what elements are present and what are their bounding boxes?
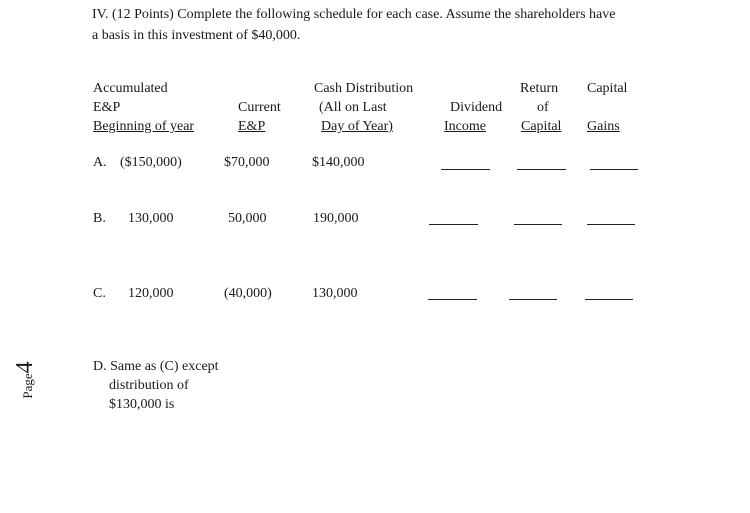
row-cash: 190,000 — [313, 211, 359, 226]
row-acc-ep: 130,000 — [128, 211, 174, 226]
header-current-ep-line-1: Current — [238, 100, 281, 115]
row-current-ep: 50,000 — [228, 211, 267, 226]
header-acc-ep-line-2: E&P — [93, 100, 121, 115]
header-capital-gains-line-2: Gains — [587, 119, 620, 134]
row-acc-ep: 120,000 — [128, 286, 174, 301]
return-answer-blank — [517, 169, 566, 170]
header-cash-line-2: (All on Last — [319, 100, 387, 115]
header-return-line-3: Capital — [521, 119, 562, 134]
row-current-ep: $70,000 — [224, 155, 270, 170]
row-label: B. — [93, 211, 106, 226]
row-label: C. — [93, 286, 106, 301]
header-acc-ep-line-1: Accumulated — [93, 81, 168, 96]
header-return-line-2: of — [537, 100, 549, 115]
gains-answer-blank — [587, 224, 635, 225]
question-line-2: a basis in this investment of $40,000. — [92, 28, 301, 43]
header-dividend-line-2: Income — [444, 119, 486, 134]
dividend-answer-blank — [429, 224, 478, 225]
gains-answer-blank — [585, 299, 633, 300]
return-answer-blank — [509, 299, 557, 300]
row-acc-ep: ($150,000) — [120, 155, 182, 170]
row-cash: $140,000 — [312, 155, 365, 170]
header-cash-line-1: Cash Distribution — [314, 81, 414, 96]
row-cash: 130,000 — [312, 286, 358, 301]
header-acc-ep-line-3: Beginning of year — [93, 119, 195, 134]
case-d-line-2: distribution of — [109, 378, 189, 393]
row-label: A. — [93, 155, 107, 170]
header-return-line-1: Return — [520, 81, 559, 96]
row-current-ep: (40,000) — [224, 286, 272, 301]
return-answer-blank — [514, 224, 562, 225]
case-d-line-3: $130,000 is — [109, 397, 175, 412]
gains-answer-blank — [590, 169, 638, 170]
page-digit: 4 — [12, 361, 38, 374]
page-word: Page — [20, 373, 35, 399]
question-line-1: IV. (12 Points) Complete the following schedule for each case. Assume the shareholders have — [92, 7, 616, 22]
dividend-answer-blank — [428, 299, 477, 300]
dividend-answer-blank — [441, 169, 490, 170]
header-capital-gains-line-1: Capital — [587, 81, 628, 96]
page-number — [12, 350, 72, 410]
header-dividend-line-1: Dividend — [450, 100, 503, 115]
header-current-ep-line-2: E&P — [238, 119, 266, 134]
header-cash-line-3: Day of Year) — [321, 119, 393, 134]
case-d-line-1: D. Same as (C) except — [93, 359, 219, 374]
